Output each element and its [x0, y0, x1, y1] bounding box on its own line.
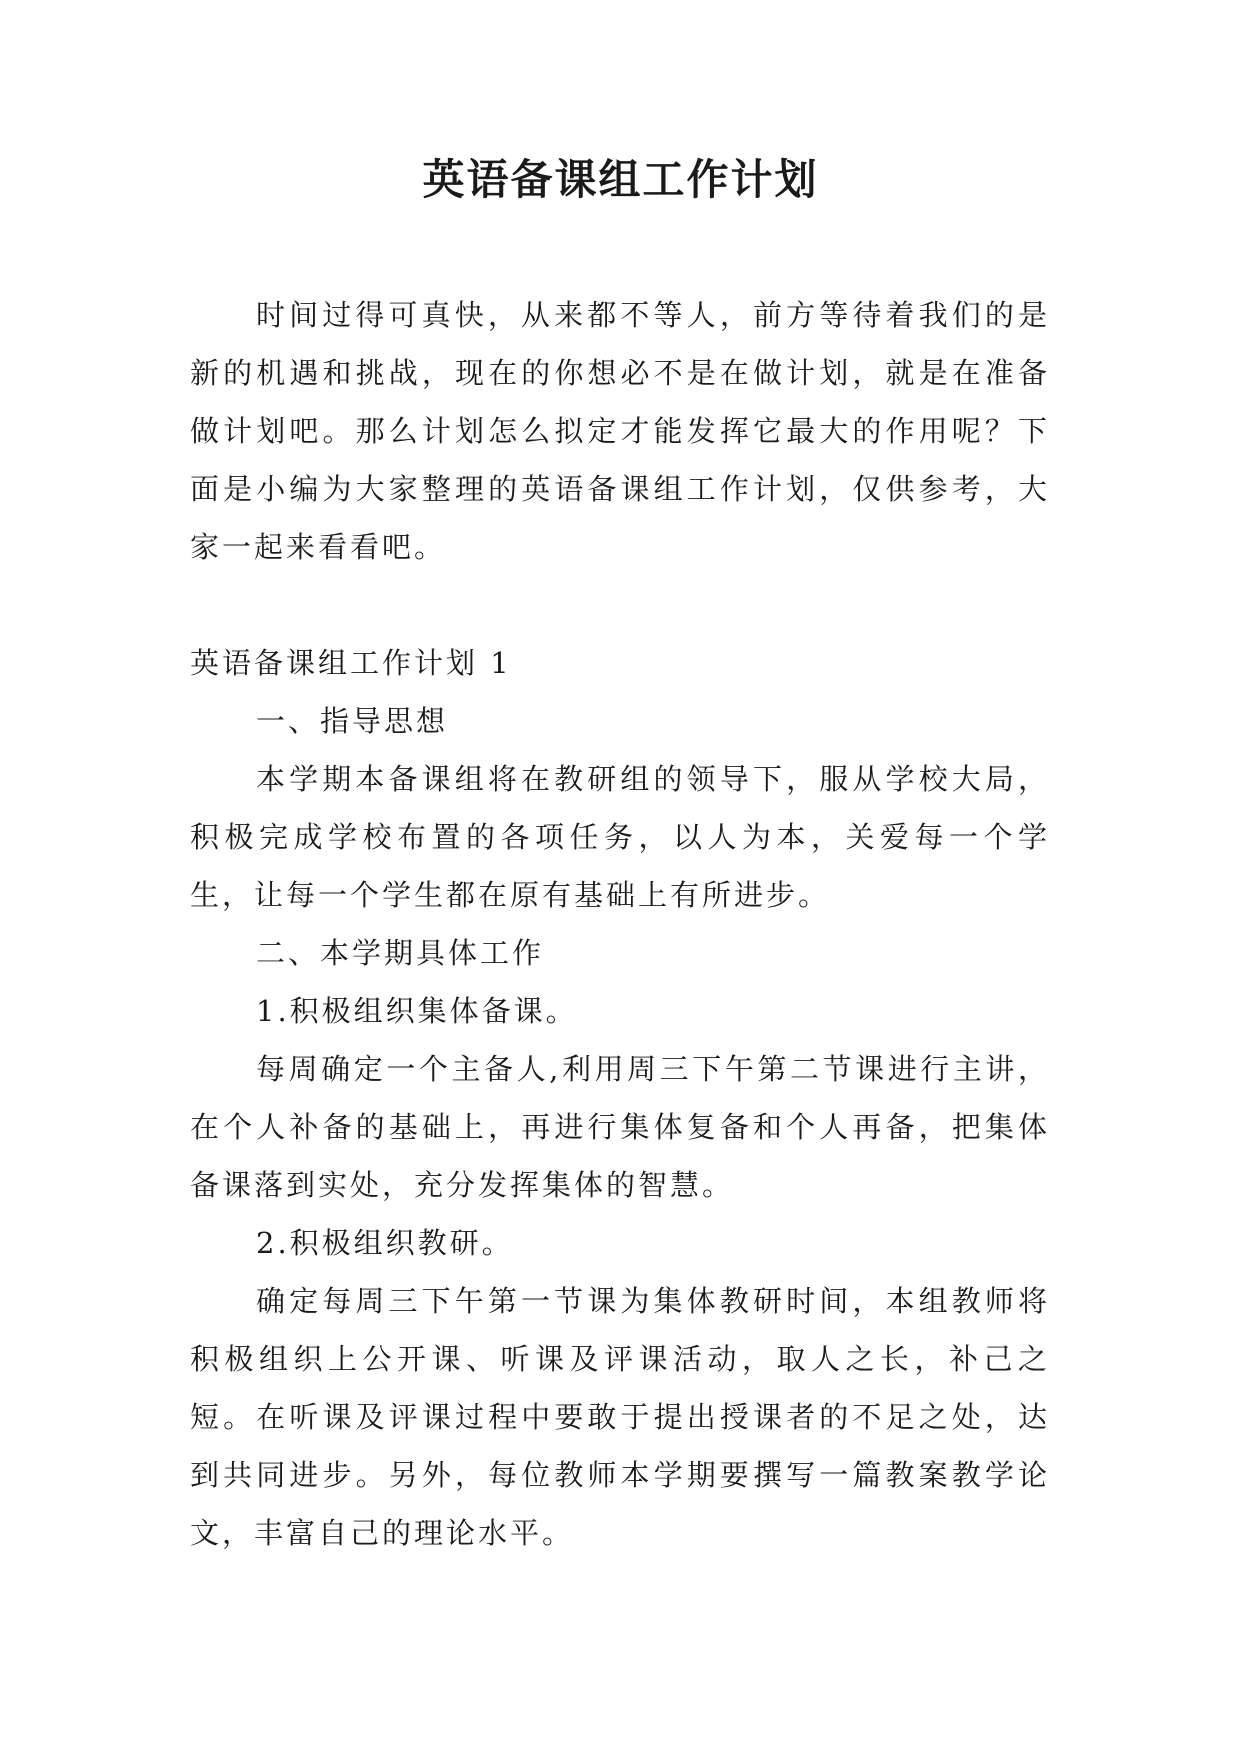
document-body: [190, 286, 1050, 1562]
paragraph-teaching-research: 确定每周三下午第一节课为集体教研时间，本组教师将积极组织上公开课、听课及评课活动，取人之长，补己之短。在听课及评课过程中要敢于提出授课者的不足之处，达到共同进步。另外，每位教师本学期要撰写一篇教案教学论文，丰富自己的理论水平。: [190, 1284, 1050, 1550]
section-heading: 英语备课组工作计划 1: [190, 646, 512, 680]
paragraph-collective-prep: 每周确定一个主备人,利用周三下午第二节课进行主讲，在个人补备的基础上，再进行集体复备和个人再备，把集体备课落到实处，充分发挥集体的智慧。: [190, 1052, 1050, 1202]
heading-guiding-ideology: 一、指导思想: [256, 704, 449, 738]
item-collective-prep-heading: 1.积极组织集体备课。: [256, 994, 578, 1028]
document-title: 英语备课组工作计划: [422, 155, 819, 204]
item-teaching-research-heading: 2.积极组织教研。: [256, 1226, 514, 1260]
heading-specific-work: 二、本学期具体工作: [256, 936, 545, 970]
intro-paragraph: 时间过得可真快，从来都不等人，前方等待着我们的是新的机遇和挑战，现在的你想必不是在做计划，就是在准备做计划吧。那么计划怎么拟定才能发挥它最大的作用呢？下面是小编为大家整理的英语备课组工作计划，仅供参考，大家一起来看看吧。: [190, 298, 1050, 564]
paragraph-guiding-ideology: 本学期本备课组将在教研组的领导下，服从学校大局，积极完成学校布置的各项任务，以人为本，关爱每一个学生，让每一个学生都在原有基础上有所进步。: [190, 762, 1050, 912]
